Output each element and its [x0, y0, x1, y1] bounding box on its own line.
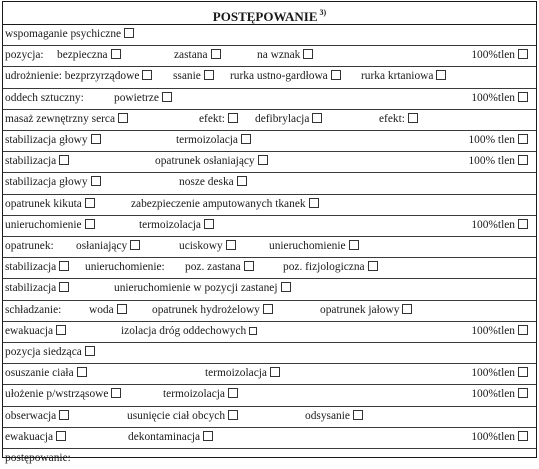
checkbox-immobilization-2[interactable] [349, 240, 359, 250]
row-ventilation: oddech sztuczny: powietrze 100%tlen [3, 88, 536, 110]
checkbox-effect-2[interactable] [408, 113, 418, 123]
row-stabilization-dressing: stabilizacja opatrunek osłaniający 100% tlen [3, 151, 536, 173]
checkbox-found-position[interactable] [211, 49, 221, 59]
checkbox-spine-board[interactable] [237, 176, 247, 186]
checkbox-protective-dressing[interactable] [258, 155, 268, 165]
row-observation: obserwacja usunięcie ciał obcych odsysanie [3, 406, 536, 428]
checkbox-oxygen-4[interactable] [518, 155, 528, 165]
row-amputation: opatrunek kikuta zabezpieczenie amputowanych tkanek [3, 194, 536, 216]
checkbox-safe-position[interactable] [111, 49, 121, 59]
checkbox-stump-dressing[interactable] [85, 198, 95, 208]
checkbox-thermal-insulation-2[interactable] [204, 219, 214, 229]
row-drying: osuszanie ciała termoizolacja 100%tlen [3, 363, 536, 385]
procedure-notes-label: postępowanie: [5, 452, 71, 464]
checkbox-stabilization-1[interactable] [59, 155, 69, 165]
checkbox-oxygen-3[interactable] [518, 134, 528, 144]
row-immobilization: unieruchomienie termoizolacja 100%tlen [3, 215, 536, 237]
row-dressing: opatrunek: osłaniający uciskowy unieruchomienie [3, 236, 536, 258]
checkbox-evacuation-1[interactable] [56, 325, 66, 335]
row-head-stabilization: stabilizacja głowy termoizolacja 100% tlen [3, 130, 536, 152]
checkbox-suctioning[interactable] [353, 410, 363, 420]
checkbox-oxygen-9[interactable] [518, 431, 528, 441]
checkbox-amputated-tissue[interactable] [309, 198, 319, 208]
checkbox-thermal-insulation-3[interactable] [270, 367, 280, 377]
row-stabilization-found: stabilizacja unieruchomienie w pozycji zastanej [3, 278, 536, 300]
row-evacuation-2: ewakuacja dekontaminacja 100%tlen [3, 427, 536, 449]
form-title: POSTĘPOWANIE $^{3)}$ [3, 2, 536, 25]
checkbox-laryngeal-tube[interactable] [436, 70, 446, 80]
row-psychological-support: wspomaganie psychiczne [3, 24, 536, 46]
row-sitting: pozycja siedząca [3, 342, 536, 364]
checkbox-chest-compressions[interactable] [118, 113, 128, 123]
row-evacuation-1: ewakuacja izolacja dróg oddechowych 100%tlen [3, 321, 536, 343]
checkbox-physiological-position[interactable] [368, 261, 378, 271]
checkbox-suction[interactable] [204, 70, 214, 80]
checkbox-hydrogel-dressing[interactable] [263, 304, 273, 314]
checkbox-immobilization-found[interactable] [281, 282, 291, 292]
row-cpr: masaż zewnętrzny serca efekt: defibrylacja efekt: [3, 109, 536, 131]
checkbox-supine[interactable] [303, 49, 313, 59]
checkbox-head-stabilization[interactable] [91, 134, 101, 144]
checkbox-found-position-2[interactable] [244, 261, 254, 271]
checkbox-airway-isolation[interactable] [249, 327, 257, 335]
checkbox-stabilization-3[interactable] [59, 282, 69, 292]
checkbox-observation[interactable] [59, 410, 69, 420]
checkbox-antishock-position[interactable] [111, 388, 121, 398]
checkbox-protective[interactable] [130, 240, 140, 250]
checkbox-air[interactable] [162, 92, 172, 102]
checkbox-thermal-insulation-4[interactable] [228, 388, 238, 398]
row-spine-board: stabilizacja głowy nosze deska [3, 172, 536, 194]
row-antishock: ułożenie p/wstrząsowe termoizolacja 100%tlen [3, 384, 536, 406]
checkbox-pressure[interactable] [226, 240, 236, 250]
procedure-form [2, 1, 537, 464]
checkbox-body-drying[interactable] [77, 367, 87, 377]
row-position: pozycja: bezpieczna zastana na wznak 100%tlen [3, 45, 536, 67]
checkbox-psychological-support[interactable] [124, 28, 134, 38]
checkbox-evacuation-2[interactable] [56, 431, 66, 441]
row-stabilization-position: stabilizacja unieruchomienie: poz. zastana poz. fizjologiczna [3, 257, 536, 279]
checkbox-decontamination[interactable] [203, 431, 213, 441]
title-footnote: 3) [319, 8, 327, 17]
row-cooling: schładzanie: woda opatrunek hydrożelowy opatrunek jałowy [3, 300, 536, 322]
checkbox-sterile-dressing[interactable] [402, 304, 412, 314]
row-airway: udrożnienie: bezprzyrządowe ssanie rurka ustno-gardłowa rurka krtaniowa [3, 66, 536, 88]
checkbox-sitting-position[interactable] [85, 346, 95, 356]
checkbox-oxygen-6[interactable] [518, 325, 528, 335]
checkbox-oxygen-2[interactable] [518, 92, 528, 102]
checkbox-oxygen-7[interactable] [518, 367, 528, 377]
checkbox-no-device[interactable] [142, 70, 152, 80]
checkbox-immobilization-1[interactable] [85, 219, 95, 229]
checkbox-thermal-insulation-1[interactable] [241, 134, 251, 144]
checkbox-stabilization-2[interactable] [59, 261, 69, 271]
checkbox-head-stabilization-2[interactable] [91, 176, 101, 186]
row-procedure-notes[interactable] [3, 448, 536, 464]
checkbox-defibrillation[interactable] [312, 113, 322, 123]
checkbox-foreign-body-removal[interactable] [228, 410, 238, 420]
checkbox-effect-1[interactable] [228, 113, 238, 123]
checkbox-oxygen-1[interactable] [518, 49, 528, 59]
checkbox-water[interactable] [117, 304, 127, 314]
checkbox-oxygen-8[interactable] [518, 388, 528, 398]
checkbox-oxygen-5[interactable] [518, 219, 528, 229]
checkbox-oropharyngeal-tube[interactable] [331, 70, 341, 80]
